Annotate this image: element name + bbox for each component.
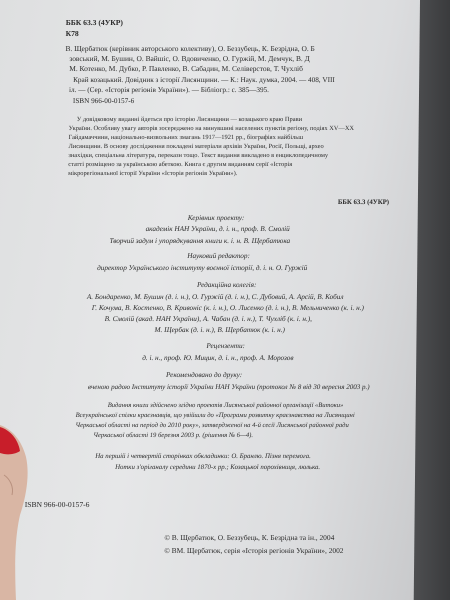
credits-heading: Керівник проекту: <box>187 214 245 222</box>
funding-line: Видання книги здійснено згідно проектів Лисянської районної організації «Витоки» <box>107 402 344 409</box>
hand-with-red-nail <box>0 415 34 600</box>
authors-line: В. Щербатюк (керівник авторського колективу), О. Беззубець, К. Безрідна, О. Б <box>65 44 315 53</box>
board-line: М. Щербак (д. і. н.), В. Щербатюк (к. і. н.) <box>154 326 285 334</box>
copyright-line: © В. Щербатюк, О. Беззубець, К. Безрідна та ін., 2004 <box>164 533 335 542</box>
credits-heading: Рецензенти: <box>206 342 246 350</box>
isbn-line: ISBN 966-00-0157-6 <box>72 97 135 105</box>
cover-note-line: Нотки з'оріганалу середини 1870-х рр.; Козацької порохівниця, люлька. <box>115 464 321 471</box>
funding-line: Черкаської області 19 березня 2003 р. (рішення № 6—4). <box>93 432 254 439</box>
abstract-line: знахідки, спеціальна література, переказн тощо. Текст видання викладено в енциклопедичному <box>68 152 329 159</box>
board-line: В. Смолій (акад. НАН України), А. Чабан (д. і. н.), Т. Чухліб (к. і. н.), <box>104 315 312 323</box>
board-line: Г. Кочума, В. Костенко, В. Кривоніс (к. і. н.), О. Лисенко (д. і. н.), В. Мельниченко (к. і. н.) <box>91 304 364 312</box>
funding-line: Всеукраїнської спілки краєзнавців, що увійшли до «Програми розвитку краєзнавства на Лисянщині <box>75 412 355 419</box>
credits-line: д. і. н., проф. Ю. Мицик, д. і. н., проф. А. Морозов <box>142 354 294 362</box>
credits-line: директор Українського інституту воєнної історії, д. і. н. О. Гуржій <box>97 264 308 272</box>
isbn-bottom: ISBN 966-00-0157-6 <box>24 500 90 509</box>
credits-heading: Науковий редактор: <box>187 252 250 260</box>
cover-note-line: На першій і четвертій сторінках обкладинки: О. Бранлю. Пізня перемога. <box>95 453 311 460</box>
abstract-line: України. Особливу увагу авторів зосереджено на минувшині населених пунктів регіону, подіях XV—XX <box>68 125 355 132</box>
abstract-line: статті розміщено за українською абеткою. Книга є другим виданням серії «Історія <box>68 161 293 168</box>
abstract-line: Гайдамаччини, національно-визвольних змагань 1917—1921 рр., біографіях найбільш <box>68 134 304 141</box>
title-line: Край козацький. Довідник з історії Лисянщини. — К.: Наук. думка, 2004. — 408, VIII <box>73 76 335 84</box>
abstract-line: У довідковому виданні йдеться про історію Лисянщини — козацького краю Прави <box>76 116 303 123</box>
credits-line: Творчий задум і упорядкування книги к. і. н. В. Щербатюка <box>109 237 291 245</box>
copyright-line: © ВМ. Щербатюк, серія «Історія регіонів України», 2002 <box>164 546 344 555</box>
credits-heading: Редакційна колегія: <box>196 281 257 289</box>
funding-line: Черкаської області на період до 2010 року», затвердженої на 4-й сесії Лисянської районної ради <box>75 422 349 429</box>
authors-line: зовський, М. Бушин, О. Вайшіс, О. Вдовиченко, О. Гуржій, М. Демчук, В. Д <box>69 54 310 63</box>
credits-line: академік НАН України, д. і. н., проф. В. Смолій <box>145 225 290 233</box>
abstract-line: Лисянщини. В основу дослідження покладені матеріали архівів України, Росії, Польщі, архео <box>68 143 324 150</box>
credits-line: вченою радою Інституту історії України НАН України (протокол № 8 від 30 вересня 2003 р.) <box>87 383 370 391</box>
abstract-line: мікрорегіональної історії України «Історія регіонів України»). <box>68 170 238 177</box>
author-mark: К78 <box>65 29 79 38</box>
authors-line: М. Котенко, М. Дубко, Р. Павленко, В. Сабадин, М. Селіверстов, Т. Чухліб <box>69 64 303 73</box>
credits-heading: Рекомендовано до друку: <box>166 371 243 379</box>
bbk-code-right: ББК 63.3 (4УКР) <box>337 199 390 206</box>
title-line: іл. — (Сер. «Історія регіонів України»). — Бібліогр.: с. 385—395. <box>69 86 270 94</box>
bbk-code: ББК 63.3 (4УКР) <box>65 18 124 27</box>
board-line: А. Бондаренко, М. Бушин (д. і. н.), О. Гуржій (д. і. н.), С. Дубовий, А. Арсій, В. Кобил <box>86 293 344 301</box>
